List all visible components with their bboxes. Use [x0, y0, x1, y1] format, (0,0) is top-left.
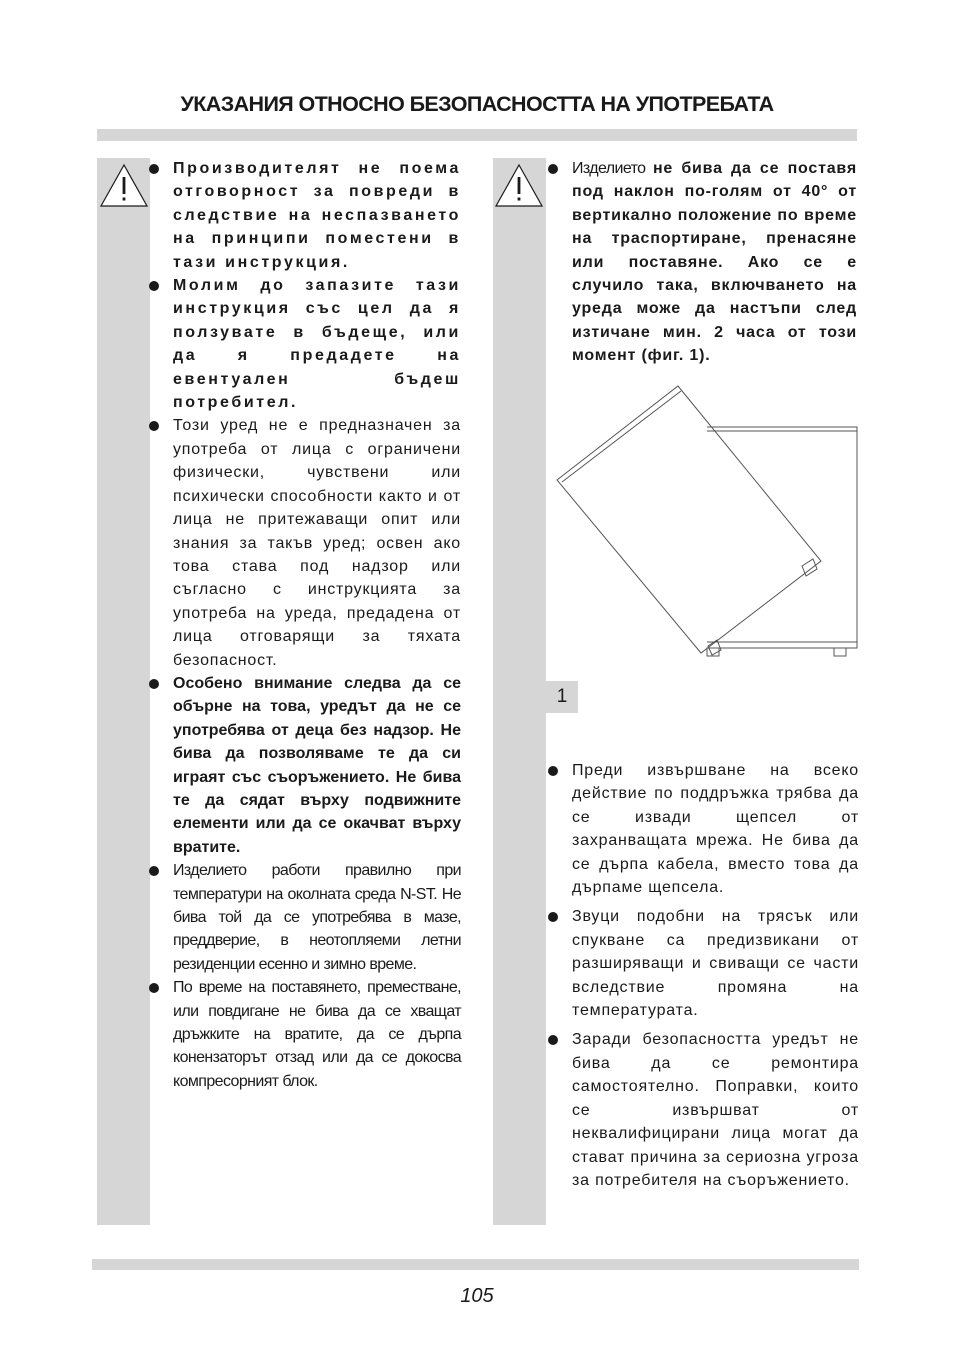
- header-rule: [97, 129, 857, 141]
- tilted-fridge-figure: [552, 383, 862, 663]
- figure-label: 1: [546, 681, 578, 713]
- list-item: Звуци подобни на трясък или спукване са предизвикани от разширяващи и свиващи се части вследствие промяна на температурата.: [546, 905, 859, 1022]
- right-bottom-list: [546, 759, 859, 1192]
- list-item: Заради безопасността уредът не бива да се ремонтира самостоятелно. Поправки, които се извършват от неквалифицирани лица могат да стават причина за сериозна угроза за потребителя на съоръжението.: [546, 1028, 859, 1192]
- right-column-bottom: [546, 759, 859, 1198]
- footer-rule: [92, 1259, 859, 1270]
- item-lead: Изделието: [572, 160, 646, 177]
- warning-triangle-icon: [493, 162, 545, 210]
- list-item: [546, 157, 857, 368]
- list-item: Особено внимание следва да се обърне на това, уредът да не се употребява от деца без надзор. Не бива да позволяваме те да си играят със съоръжението. Не бива те да сядат върху подвижните елементи или да се окачват върху вратите.: [147, 672, 461, 859]
- list-item: Молим до запазите тази инструкция със цел да я ползувате в бъдеще, или да я предадете на евентуален бъдеш потребител.: [147, 274, 461, 414]
- list-item: Изделието работи правилно при температури на околната среда N-ST. Не бива той да се употребява в мазе, преддверие, в неотопляеми летни резиденции есенно и зимно време.: [147, 859, 461, 976]
- list-item: Преди извършване на всеко действие по поддръжка трябва да се извади щепсел от захранващата мрежа. Не бива да се дърпа кабела, вместо това да дърпаме щепсела.: [546, 759, 859, 899]
- left-bullet-list: [147, 157, 461, 1093]
- list-item: Този уред не е предназначен за употреба от лица с ограничени физически, чувствени или психически способности както и от лица не притежаващи опит или знания за такъв уред; освен ако това става под надзор или съгласно с инструкцията за употреба на уреда, предадена от лица отговарящи за тяхата безопасност.: [147, 414, 461, 671]
- page-number: 105: [460, 1285, 494, 1307]
- right-sidebar-bar: [493, 158, 546, 1225]
- right-top-list: [546, 157, 857, 368]
- left-column: [147, 157, 461, 1093]
- list-item: Производителят не поема отговорност за повреди в следствие на неспазването на принципи поместени в тази инструкция.: [147, 157, 461, 274]
- page-title: УКАЗАНИЯ ОТНОСНО БЕЗОПАСНОСТТА НА УПОТРЕБАТА: [180, 92, 774, 116]
- upright-fridge-outline: [707, 427, 857, 656]
- item-body: не бива да се поставя под наклон по-голям от 40° от вертикално положение по време на траспортиране, пренасяне или поставяне. Ако се е случило така, включването на уреда може да настъпи след изтичане мин. 2 часа от този момент (фиг. 1).: [572, 160, 857, 365]
- right-column-top: [546, 157, 857, 368]
- left-sidebar-bar: [97, 158, 150, 1225]
- tilted-fridge-outline: [557, 386, 821, 655]
- warning-triangle-icon: [98, 162, 150, 210]
- list-item: По време на поставянето, преместване, или повдигане не бива да се хващат дръжките на вратите, да се дърпа конензаторът отзад или да се докосва компресорният блок.: [147, 976, 461, 1093]
